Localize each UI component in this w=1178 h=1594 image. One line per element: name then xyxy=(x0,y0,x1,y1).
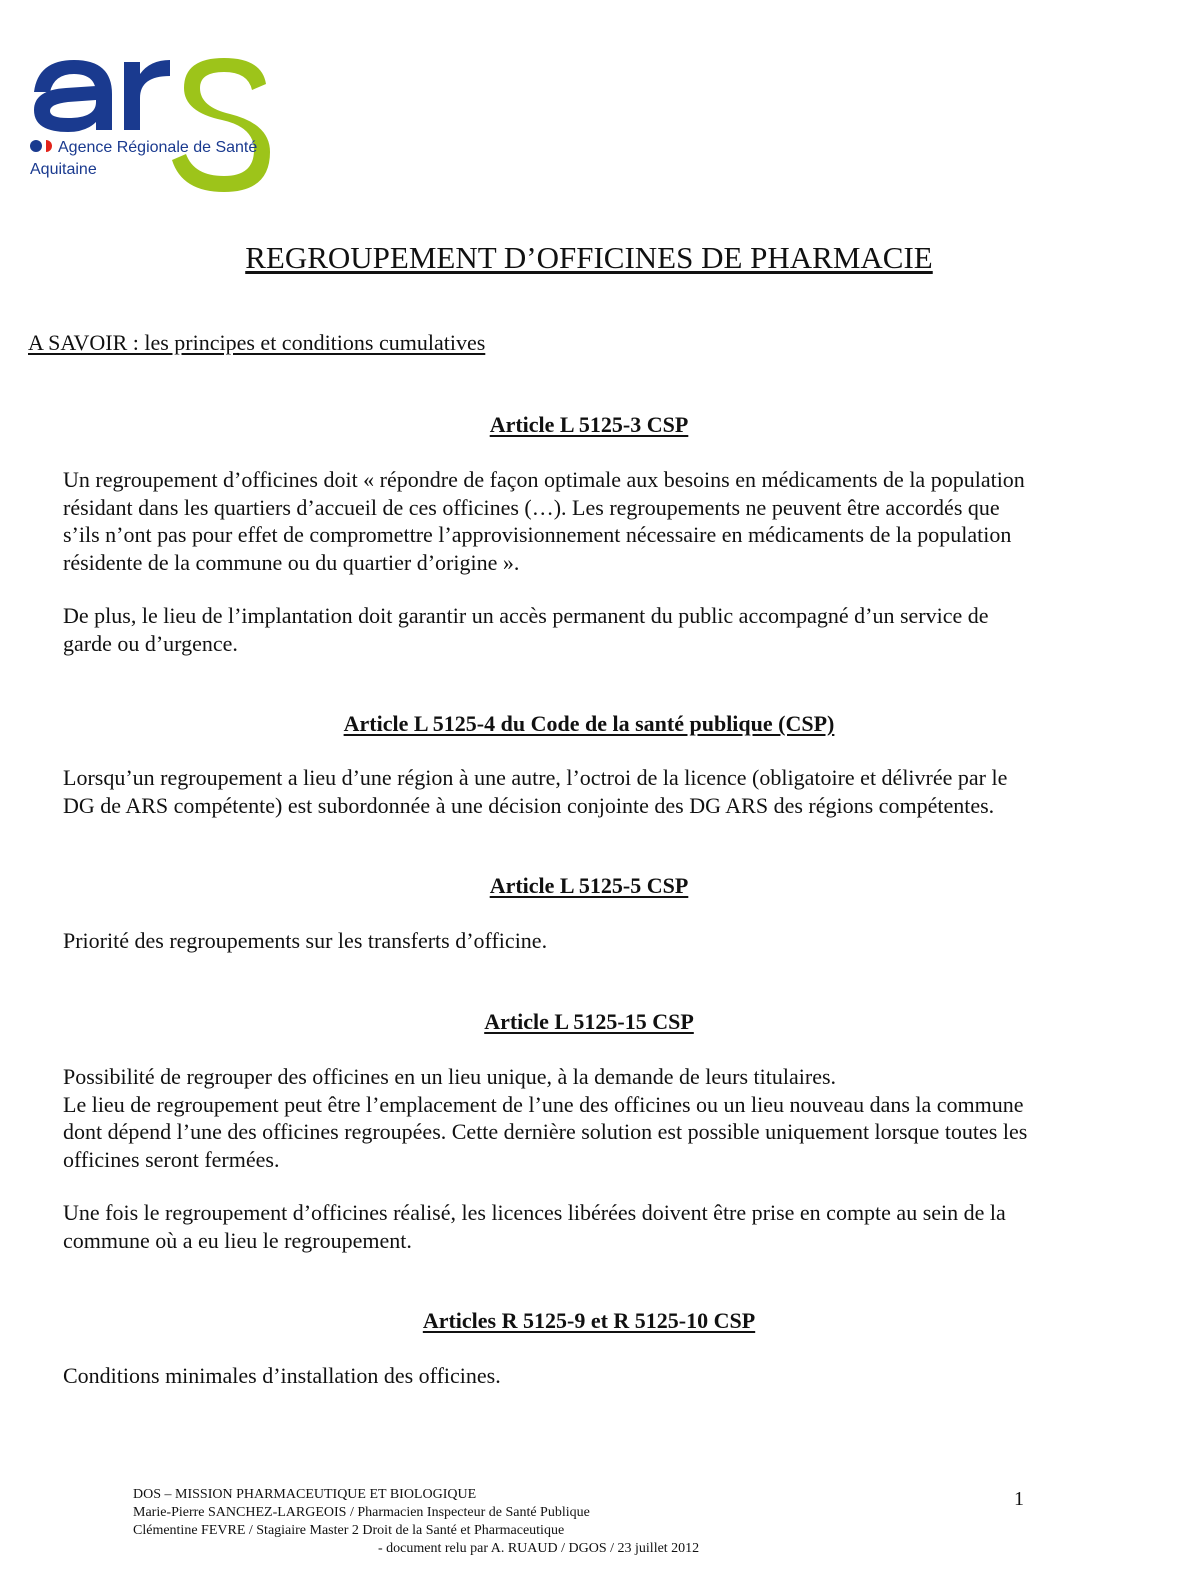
text-line: résidente de la commune ou du quartier d’origine ». xyxy=(63,549,520,575)
logo-region-text: Aquitaine xyxy=(30,161,97,178)
section-1-paragraph-1 xyxy=(63,466,1123,576)
text-line: Le lieu de regroupement peut être l’emplacement de l’une des officines ou un lieu nouveau dans la commune xyxy=(63,1091,1024,1117)
text-line: Priorité des regroupements sur les transferts d’officine. xyxy=(63,928,548,953)
section-heading-2: Article L 5125-4 du Code de la santé publique (CSP) xyxy=(343,711,835,736)
text-line: commune où a eu lieu le regroupement. xyxy=(63,1227,412,1253)
text-line: dont dépend l’une des officines regroupées. Cette dernière solution est possible uniquement lorsque toutes les xyxy=(63,1119,1028,1144)
text-line: De plus, le lieu de l’implantation doit garantir un accès permanent du public accompagné d’un service de xyxy=(63,603,989,628)
page-number: 1 xyxy=(1014,1488,1024,1510)
section-heading-5: Articles R 5125-9 et R 5125-10 CSP xyxy=(422,1308,756,1333)
text-line: Possibilité de regrouper des officines en un lieu unique, à la demande de leurs titulaires. xyxy=(63,1064,837,1089)
footer-line: Clémentine FEVRE / Stagiaire Master 2 Droit de la Santé et Pharmaceutique xyxy=(133,1523,565,1538)
section-heading-1: Article L 5125-3 CSP xyxy=(489,412,689,437)
text-line: s’ils n’ont pas pour effet de compromettre l’approvisionnement nécessaire en médicaments de la population xyxy=(63,522,1012,547)
section-heading-4: Article L 5125-15 CSP xyxy=(484,1009,694,1034)
section-heading-3: Article L 5125-5 CSP xyxy=(489,873,689,898)
footer-line: DOS – MISSION PHARMACEUTIQUE ET BIOLOGIQUE xyxy=(133,1487,477,1502)
section-4-paragraph-2 xyxy=(63,1199,1123,1254)
logo-agency-text: Agence Régionale de Santé xyxy=(58,139,258,156)
document-title: REGROUPEMENT D’OFFICINES DE PHARMACIE xyxy=(245,240,933,275)
text-line: résidant dans les quartiers d’accueil de ces officines (…). Les regroupements ne peuvent être accordés que xyxy=(63,494,1000,520)
text-line: DG de ARS compétente) est subordonnée à une décision conjointe des DG ARS des régions compétentes. xyxy=(63,792,995,818)
ars-aquitaine-logo xyxy=(26,50,286,210)
section-1-paragraph-2 xyxy=(63,602,1123,657)
footer-line: Marie-Pierre SANCHEZ-LARGEOIS / Pharmacien Inspecteur de Santé Publique xyxy=(133,1505,590,1520)
footer-line: - document relu par A. RUAUD / DGOS / 23 juillet 2012 xyxy=(378,1541,700,1556)
section-4-paragraph-1 xyxy=(63,1063,1123,1173)
section-3-paragraph-1 xyxy=(63,927,1123,955)
text-line: officines seront fermées. xyxy=(63,1146,280,1172)
text-line: Lorsqu’un regroupement a lieu d’une région à une autre, l’octroi de la licence (obligatoire et délivrée par le xyxy=(63,765,1008,790)
section-intro: A SAVOIR : les principes et conditions cumulatives xyxy=(28,330,486,355)
text-line: Un regroupement d’officines doit « répondre de façon optimale aux besoins en médicaments de la population xyxy=(63,467,1025,492)
text-line: Conditions minimales d’installation des officines. xyxy=(63,1363,501,1388)
text-line: garde ou d’urgence. xyxy=(63,630,238,656)
section-2-paragraph-1 xyxy=(63,764,1123,819)
text-line: Une fois le regroupement d’officines réalisé, les licences libérées doivent être prise en compte au sein de la xyxy=(63,1200,1006,1225)
section-5-paragraph-1 xyxy=(63,1362,1123,1390)
page-footer xyxy=(133,1486,699,1558)
